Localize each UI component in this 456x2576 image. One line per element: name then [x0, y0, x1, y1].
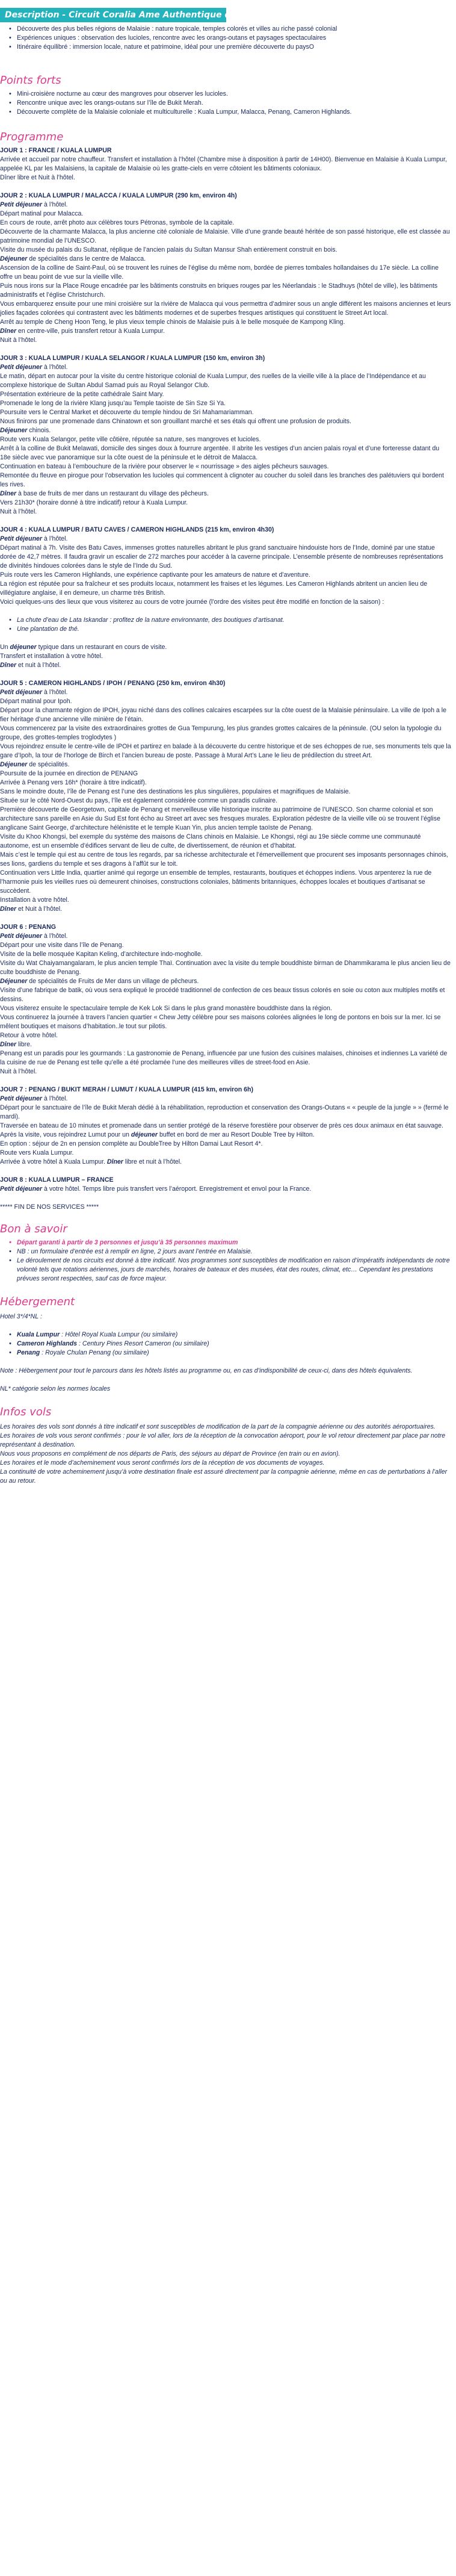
meal-label: Dîner	[0, 1041, 17, 1048]
day-text: libre et nuit à l’hôtel.	[123, 1158, 182, 1165]
hotel-name: Royale Chulan Penang (ou similaire)	[45, 1349, 149, 1356]
infos-vols-section	[0, 1423, 456, 1486]
infos-vols-text: Nous vous proposons en complément de nos départs de Paris, des séjours au départ de Province (en train ou en avion).	[0, 1450, 340, 1457]
day-text: Après la visite, vous rejoindrez Lumut pour un	[0, 1131, 131, 1138]
day-text: Installation à votre hôtel.	[0, 896, 69, 904]
meal-label: Petit déjeuner	[0, 201, 43, 208]
list-item: • Rencontre unique avec les orangs-outans sur l’île de Bukit Merah.	[0, 99, 456, 108]
day-title: JOUR 3 : KUALA LUMPUR / KUALA SELANGOR / KUALA LUMPUR (150 km, environ 3h)	[0, 355, 265, 362]
day-text: Le matin, départ en autocar pour la visite du centre historique colonial de Kuala Lumpur, des ruelles de la vieille ville à la place de l’Indépendance et au complexe historique de Sultan Abdul Samad puis au Royal Selangor Club.	[0, 373, 426, 389]
list-item: • Expériences uniques : observation des lucioles, rencontre avec les orangs-outans et paysages spectaculaires	[0, 34, 456, 43]
list-item: • Découverte des plus belles régions de Malaisie : nature tropicale, temples colorés et villes au riche passé colonial	[0, 25, 456, 34]
bon-savoir-heading: Bon à savoir	[0, 1223, 67, 1235]
day-text: Visite du Wat Chaiyamangalaram, le plus ancien temple Thaï. Continuation avec la visite du temple bouddhiste birman de Dhammikarama le plus ancien lieu de culte bouddhiste de Penang.	[0, 960, 451, 976]
day-text: Première découverte de Georgetown, capitale de Penang et merveilleuse ville historique inscrite au patrimoine de l’UNESCO. Son charme colonial et son architecture sans pareille en Asie du Sud Est font écho au Street art avec ses fresques murales. Exploration pédestre de la vieille ville où se trouvent l’église anglicane Saint George, d’architecture hélénistite et le temple Kuan Yin, plus ancien temple taoïste de Penang.	[0, 806, 440, 831]
list-item: • Cameron Highlands : Century Pines Resort Cameron (ou similaire)	[0, 1339, 456, 1349]
day-text: à l’hôtel.	[42, 535, 68, 542]
day-text: Départ pour la charmante région de IPOH, joyau niché dans des collines calcaires escarpées sur la côte ouest de la Malaisie péninsulaire. La ville de Ipoh a le fier héritage d’une ancienne ville minière de l’étain.	[0, 707, 446, 723]
meal-label: Dîner	[0, 490, 17, 497]
day-text: Présentation extérieure de la petite cathédrale Saint Mary.	[0, 391, 164, 398]
day-text: Arrêt à la colline de Bukit Melawati, domicile des singes doux à fourrure argentée. Il abrite les vestiges d’un ancien palais royal et d’une forteresse datant du 18e siècle avec vue panoramique sur la côte ouest de la péninsule et le détroit de Malacca.	[0, 445, 440, 461]
day-text: En option : séjour de 2n en pension complète au DoubleTree by Hilton Damai Laut Resort 4*.	[0, 1140, 263, 1147]
day-text: Départ matinal à 7h. Visite des Batu Caves, immenses grottes naturelles abritant le plus grand sanctuaire hindouiste hors de l’Inde, dominé par une statue dorée de 42,7 mètres. Il faudra gravir un escalier de 272 marches pour accéder à la caverne principale. L’ensemble présente de nombreuses représentations de divinités hindoues colorées dans le style de l’Inde du Sud.	[0, 544, 443, 570]
day-text: en centre-ville, puis transfert retour à Kuala Lumpur.	[16, 327, 165, 335]
day-text: Puis route vers les Cameron Highlands, une expérience captivante pour les amateurs de nature et d’aventure.	[0, 571, 310, 579]
day-text: Arrivée à votre hôtel à Kuala Lumpur.	[0, 1158, 107, 1165]
list-item: • Le déroulement de nos circuits est donné à titre indicatif. Nos programmes sont susceptibles de modification en raison d’impératifs indépendants de notre volonté tels que rotations aériennes, jours de marchés, horaires de bateaux et des musées, état des routes, climat, etc… Cependant les prestations prévues seront respectées, sauf cas de force majeur.	[0, 1256, 456, 1283]
hotel-place: Kuala Lumpur	[17, 1331, 60, 1338]
day-text: Vous continuerez la journée à travers l’ancien quartier « Chew Jetty célèbre pour ses maisons colorées alignées le long de pontons en bois sur la mer. Ici se mêlent boutiques et maisons d’habitation..le tout sur pilotis.	[0, 1014, 441, 1030]
day-text: Route vers Kuala Selangor, petite ville côtière, réputée sa nature, ses mangroves et lucioles.	[0, 436, 261, 443]
day-text: Un	[0, 644, 10, 651]
day-text: à votre hôtel. Temps libre puis transfert vers l’aéroport. Enregistrement et envol pour la France.	[42, 1185, 312, 1193]
points-forts-heading: Points forts	[0, 74, 61, 87]
day-text: Visite du Khoo Khongsi, bel exemple du système des maisons de Clans chinois en Malaisie. Le Khongsi, régi au 19e siècle comme une communauté autonome, est un ensemble d’édifices servant de lieu de culte, de divertissement, de réunion et d’habitat.	[0, 833, 421, 849]
intro-list	[0, 25, 456, 52]
day-text: Poursuite vers le Central Market et découverte du temple hindou de Sri Mahamariamman.	[0, 409, 254, 416]
meal-label: déjeuner	[131, 1131, 158, 1138]
hebergement-subtitle: Hotel 3*/4*NL :	[0, 1313, 42, 1320]
meal-label: Petit déjeuner	[0, 689, 43, 696]
day-text: buffet en bord de mer au Resort Double Tree by Hilton.	[158, 1131, 315, 1138]
day-text: Dîner libre et Nuit à l’hôtel.	[0, 174, 75, 181]
day-text: En cours de route, arrêt photo aux célèbres tours Pétronas, symbole de la capitale.	[0, 219, 235, 226]
day-text: Arrêt au temple de Cheng Hoon Teng, le plus vieux temple chinois de Malaisie puis à le belle mosquée de Kampong Kling.	[0, 318, 345, 326]
programme-section	[0, 146, 456, 1212]
day-text: Vous commencerez par la visite des extraordinaires grottes de Gua Tempurung, les plus grandes grottes calcaires de la péninsule. (OU selon la typologie du groupe, des grottes-temples troglodytes )	[0, 725, 442, 741]
day-text: Visite de la belle mosquée Kapitan Keling, d’architecture indo-mogholle.	[0, 951, 203, 958]
day-text: Départ matinal pour Malacca.	[0, 210, 84, 217]
day-title: JOUR 2 : KUALA LUMPUR / MALACCA / KUALA LUMPUR (290 km, environ 4h)	[0, 192, 237, 199]
day-text: Transfert et installation à votre hôtel.	[0, 653, 103, 660]
day-text: Voici quelques-uns des lieux que vous visiterez au cours de votre journée (l’ordre des visites peut être modifié en fonction de la saison) :	[0, 598, 384, 606]
day-text: Route vers Kuala Lumpur.	[0, 1149, 74, 1156]
day-text: Arrivée et accueil par notre chauffeur. Transfert et installation à l’hôtel (Chambre mise à disposition à partir de 14H00). Bienvenue en Malaisie à Kuala Lumpur, appelée KL par les Malaisiens, la capitale de Malaisie où les gratte-ciels en verre côtoient les bâtiments coloniaux.	[0, 156, 447, 172]
end-of-services: ***** FIN DE NOS SERVICES *****	[0, 1203, 99, 1211]
day-title: JOUR 8 : KUALA LUMPUR – FRANCE	[0, 1176, 114, 1184]
day-text: Remontée du fleuve en pirogue pour l’observation les lucioles qui commencent à clignoter au coucher du soleil dans les branches des palétuviers qui bordent les rives.	[0, 472, 444, 488]
day-text: Retour à votre hôtel.	[0, 1032, 58, 1039]
day-text: Nuit à l’hôtel.	[0, 1068, 37, 1075]
day-text: et nuit à l’hôtel.	[16, 662, 61, 669]
day-text: Nuit à l’hôtel.	[0, 337, 37, 344]
hebergement-section	[0, 1312, 456, 1394]
day-text: Nous finirons par une promenade dans Chinatown et son grouillant marché et ses étals qui offrent une profusion de produits.	[0, 418, 351, 425]
hebergement-note: Note : Hébergement pour tout le parcours dans les hôtels listés au programme ou, en cas d’indisponibilité de ceux-ci, dans des hôtels équivalents.	[0, 1367, 413, 1374]
page-title-banner	[0, 8, 291, 22]
hotel-list	[0, 1330, 456, 1358]
list-item: • Découverte complète de la Malaisie coloniale et multiculturelle : Kuala Lumpur, Malacca, Penang, Cameron Highlands.	[0, 108, 456, 117]
meal-label: Déjeuner	[0, 255, 28, 262]
day-text: Penang est un paradis pour les gourmands : La gastronomie de Penang, influencée par une fusion des cuisines malaises, chinoises et indiennes La variété de la cuisine de rue de Penang est telle qu’elle a été proclamée l’une des meilleures villes de street-food en Asie.	[0, 1050, 448, 1066]
day-title: JOUR 5 : CAMERON HIGHLANDS / IPOH / PENANG (250 km, environ 4h30)	[0, 680, 226, 687]
day-text: Nuit à l’hôtel.	[0, 508, 37, 515]
list-item: • Itinéraire équilibré : immersion locale, nature et patrimoine, idéal pour une première découverte du paysO	[0, 43, 456, 52]
infos-vols-text: Les horaires des vols sont donnés à titre indicatif et sont susceptibles de modification de la part de la compagnie aérienne ou des autorités aéroportuaires.	[0, 1423, 436, 1430]
infos-vols-text: Les horaires de vols vous seront confirmés : pour le vol aller, lors de la réception de la convocation aéroport, pour le vol retour directement par place par notre représentant à destination.	[0, 1432, 446, 1448]
day-text: de spécialités.	[27, 761, 70, 768]
list-item: • Mini-croisière nocturne au cœur des mangroves pour observer les lucioles.	[0, 90, 456, 99]
meal-label: Déjeuner	[0, 761, 28, 768]
day-text: Poursuite de la journée en direction de PENANG	[0, 770, 138, 777]
day-text: libre.	[16, 1041, 32, 1048]
day-title: JOUR 6 : PENANG	[0, 923, 57, 931]
day-text: Vous rejoindrez ensuite le centre-ville de IPOH et partirez en balade à la découverte du centre historique et de ses échoppes de rue, ses monuments tels que la gare d’Ipoh, la tour de l’horloge de Birch et l’ancien bureau de poste. Passage à Mural Art’s Lane le lieu de prédilection du street Art.	[0, 743, 451, 759]
page-title: Description - Circuit Coralia Ame Authentique de la Malaisie	[5, 10, 291, 20]
day-text: Continuation vers Little India, quartier animé qui regorge un ensemble de temples, restaurants, boutiques et échoppes indiens. Vous arpenterez la rue de l’harmonie puis les vieilles rues où demeurent chinoises, constructions coloniales, bâtiments britanniques, échoppes locales et boutiques d’artisanat se succèdent.	[0, 869, 432, 895]
list-item: • Penang : Royale Chulan Penang (ou similaire)	[0, 1349, 456, 1358]
day-text: Vers 21h30* (horaire donné à titre indicatif) retour à Kuala Lumpur.	[0, 499, 188, 506]
meal-label: Petit déjeuner	[0, 364, 43, 371]
meal-label: Petit déjeuner	[0, 535, 43, 542]
meal-label: Déjeuner	[0, 978, 28, 985]
day-text: Visite du musée du palais du Sultanat, réplique de l’ancien palais du Sultan Mansur Shah entièrement construit en bois.	[0, 246, 337, 253]
day-text: Puis nous irons sur la Place Rouge encadrée par les bâtiments construits en briques rouges par les Néerlandais : le Stadhuys (hôtel de ville), les bâtiments administratifs et l’église Christchurch.	[0, 282, 438, 299]
list-item: • Départ garanti à partir de 3 personnes et jusqu’à 35 personnes maximum	[0, 1238, 456, 1247]
infos-vols-heading: Infos vols	[0, 1406, 52, 1418]
day-text: de spécialités dans le centre de Malacca.	[27, 255, 146, 262]
list-item: • La chute d’eau de Lata Iskandar : profitez de la nature environnante, des boutiques d’artisanat.	[0, 616, 456, 625]
points-forts-list	[0, 90, 456, 117]
day-text: chinois.	[27, 427, 51, 434]
day-text: à l’hôtel.	[42, 689, 68, 696]
meal-label: Déjeuner	[0, 427, 28, 434]
day-text: Découverte de la charmante Malacca, la plus ancienne cité coloniale de Malaisie. Ville d’une grande beauté héritée de son passé historique, elle est classée au patrimoine mondial de l’UNESCO.	[0, 228, 450, 244]
hebergement-note: NL* catégorie selon les normes locales	[0, 1385, 111, 1392]
meal-label: Dîner	[0, 662, 17, 669]
day-text: et Nuit à l’hôtel.	[16, 905, 63, 913]
day-text: Vous embarquerez ensuite pour une mini croisière sur la rivière de Malacca qui vous permettra d’admirer sous un angle différent les maisons anciennes et leurs jolies façades colorées qui contrastent avec les bâtiments modernes et de superbes fresques artistiques qui constituent le Street Art local.	[0, 300, 451, 317]
day-text: Située sur le côté Nord-Ouest du pays, l’île est également considérée comme un paradis culinaire.	[0, 797, 278, 804]
day-text: Continuation en bateau à l’embouchure de la rivière pour observer le « nourrissage » des aigles pêcheurs sauvages.	[0, 463, 329, 470]
day-text: Ascension de la colline de Saint-Paul, où se trouvent les ruines de l’église du même nom, bordée de pierres tombales hollandaises du 17e siècle. La colline offre un beau point de vue sur la vieille ville.	[0, 264, 439, 281]
hotel-place: Penang	[17, 1349, 40, 1356]
meal-label: Petit déjeuner	[0, 1095, 43, 1102]
day-text: Vous visiterez ensuite le spectaculaire temple de Kek Lok Si dans le plus grand monastère bouddhiste dans la région.	[0, 1005, 332, 1012]
day-text: à l’hôtel.	[42, 1095, 68, 1102]
infos-vols-text: Les horaires et le mode d’acheminement vous seront confirmés lors de la réception de vos documents de voyages.	[0, 1459, 325, 1466]
day-text: de spécialités de Fruits de Mer dans un village de pêcheurs.	[27, 978, 199, 985]
hotel-name: Hôtel Royal Kuala Lumpur (ou similaire)	[65, 1331, 178, 1338]
day-text: à l’hôtel.	[42, 201, 68, 208]
list-item: • Kuala Lumpur : Hôtel Royal Kuala Lumpur (ou similaire)	[0, 1330, 456, 1339]
infos-vols-text: La continuité de votre acheminement jusqu’à votre destination finale est assuré directement par la compagnie aérienne, même en cas de perturbations à l’aller ou au retour.	[0, 1468, 448, 1485]
day-title: JOUR 1 : FRANCE / KUALA LUMPUR	[0, 147, 112, 154]
programme-heading: Programme	[0, 131, 64, 143]
list-item: • NB : un formulaire d’entrée est à remplir en ligne, 2 jours avant l’entrée en Malaisie.	[0, 1247, 456, 1256]
day-text: Traversée en bateau de 10 minutes et promenade dans un sentier protégé de la réserve forestière pour observer de près ces doux animaux en état sauvage.	[0, 1122, 443, 1129]
day-title: JOUR 4 : KUALA LUMPUR / BATU CAVES / CAMERON HIGHLANDS (215 km, environ 4h30)	[0, 526, 274, 533]
day-text: typique dans un restaurant en cours de visite.	[36, 644, 167, 651]
hotel-name: Century Pines Resort Cameron (ou similaire)	[82, 1340, 209, 1347]
day-text: à l’hôtel.	[42, 933, 68, 940]
meal-label: Petit déjeuner	[0, 1185, 43, 1193]
day-text: Départ pour une visite dans l’île de Penang.	[0, 942, 124, 949]
day-title: JOUR 7 : PENANG / BUKIT MERAH / LUMUT / KUALA LUMPUR (415 km, environ 6h)	[0, 1086, 254, 1093]
day-text: à base de fruits de mer dans un restaurant du village des pêcheurs.	[16, 490, 209, 497]
day-text: Arrivée à Penang vers 16h* (horaire à titre indicatif).	[0, 779, 147, 786]
day4-list	[0, 616, 456, 634]
meal-label: Dîner	[0, 327, 17, 335]
day-text: Départ pour le sanctuaire de l’île de Bukit Merah dédié à la réhabilitation, reproduction et conservation des Orangs-Outans « « peuple de la jungle » » (fermé le mardi).	[0, 1104, 449, 1120]
day-text: La région est réputée pour sa fraîcheur et ses produits locaux, notamment les fraises et les légumes. Les Cameron Highlands abritent un ancien lieu de villégiature anglaise, il en demeure, un charme très British.	[0, 580, 428, 597]
list-item: • Une plantation de thé.	[0, 625, 456, 634]
day-text: Promenade le long de la rivière Klang jusqu’au Temple taoïste de Sin Sze Si Ya.	[0, 400, 226, 407]
day-text: à l’hôtel.	[42, 364, 68, 371]
hebergement-heading: Hébergement	[0, 1296, 75, 1308]
hotel-place: Cameron Highlands	[17, 1340, 78, 1347]
day-text: Départ matinal pour Ipoh.	[0, 698, 72, 705]
day-text: Visite d’une fabrique de batik, où vous sera expliqué le procédé traditionnel de confection de ces beaux tissus colorés en soie ou coton aux multiples motifs et dessins.	[0, 987, 445, 1003]
meal-label: Petit déjeuner	[0, 933, 43, 940]
meal-label: Dîner	[0, 905, 17, 913]
day-text: Sans le moindre doute, l’île de Penang est l’une des destinations les plus singulières, populaires et magnifiques de Malaisie.	[0, 788, 351, 795]
bon-savoir-list	[0, 1238, 456, 1283]
day-text: Mais c’est le temple qui est au centre de tous les regards, par sa richesse architecturale et l’émerveillement que procurent ses imposants personnages chinois, ses lions, gardiens du temple et ses dragons à l’affût sur le toit.	[0, 851, 448, 867]
meal-label: Dîner	[106, 1158, 123, 1165]
meal-label: déjeuner	[10, 644, 37, 651]
